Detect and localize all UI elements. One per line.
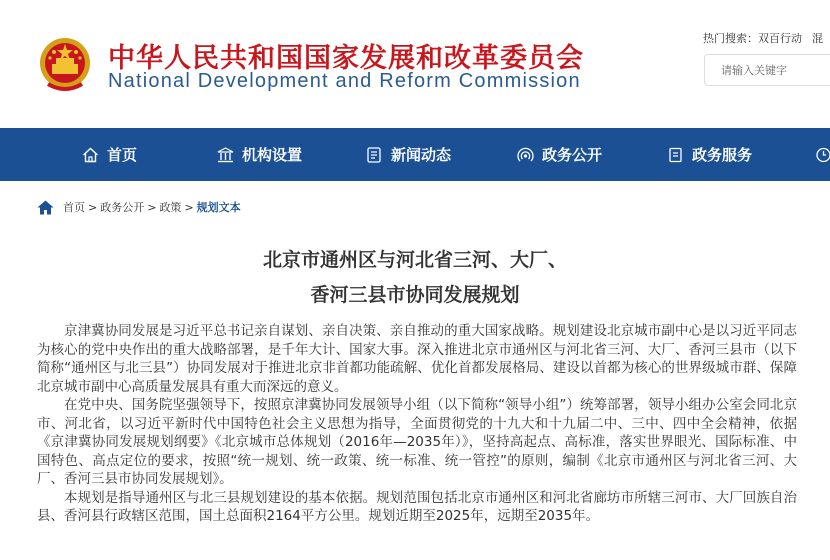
home-icon[interactable] <box>37 200 54 215</box>
search-box <box>704 54 830 86</box>
national-emblem-icon[interactable] <box>38 36 92 94</box>
article-paragraph: 本规划是指导通州区与北三县规划建设的基本依据。规划范围包括北京市通州区和河北省廊坊市所辖三河市、大厂回族自治县、香河县行政辖区范围，国土总面积2164平方公里。规划近期至2025年，远期至2035年。 <box>37 489 797 524</box>
breadcrumb-separator: > <box>88 200 98 214</box>
building-icon <box>217 147 234 163</box>
news-icon <box>366 147 383 163</box>
hot-search <box>703 30 823 46</box>
nav-item-organization[interactable] <box>217 128 302 181</box>
article-body <box>37 322 797 526</box>
site-title-cn[interactable]: 中华人民共和国国家发展和改革委员会 <box>108 43 584 74</box>
nav-item-label: 首页 <box>107 146 138 164</box>
search-input[interactable] <box>705 55 830 85</box>
broadcast-icon <box>517 147 534 163</box>
document-icon <box>667 147 684 163</box>
hot-search-item[interactable]: 混 <box>812 32 823 45</box>
breadcrumb-policy[interactable]: 政策 <box>159 201 182 214</box>
nav-item-label: 机构设置 <box>242 146 303 164</box>
main-nav <box>0 128 830 181</box>
article-paragraph: 京津冀协同发展是习近平总书记亲自谋划、亲自决策、亲自推动的重大国家战略。规划建设北京城市副中心是以习近平同志为核心的党中央作出的重大战略部署，是千年大计、国家大事。深入推进北京市通州区与河北省三河、大厂、香河三县市（以下简称“通州区与北三县”）协同发展对于推进北京非首都功能疏解、优化首都发展格局、建设以首都为核心的世界级城市群、保障北京城市副中心高质量发展具有重大而深远的意义。 <box>37 323 797 395</box>
article-title-line1: 北京市通州区与河北省三河、大厂、 <box>262 249 567 271</box>
nav-item-home[interactable] <box>82 128 137 181</box>
breadcrumb-current[interactable]: 规划文本 <box>196 201 241 214</box>
article-paragraph: 在党中央、国务院坚强领导下，按照京津冀协同发展领导小组（以下简称“领导小组”）统筹部署，领导小组办公室会同北京市、河北省，以习近平新时代中国特色社会主义思想为指导，全面贯彻党的十九大和十九届二中、三中、四中全会精神，依据《京津冀协同发展规划纲要》《北京城市总体规划（2016年—2035年）》，坚持高起点、高标准，落实世界眼光、国际标准、中国特色、高点定位的要求，按照“统一规划、统一政策、统一标准、统一管控”的原则，编制《北京市通州区与河北省三河、大厂、香河三县市协同发展规划》。 <box>37 397 797 487</box>
site-header <box>0 0 830 128</box>
hot-search-item[interactable]: 双百行动 <box>758 32 802 45</box>
nav-item-label: 新闻动态 <box>391 146 452 164</box>
breadcrumb-home[interactable]: 首页 <box>63 201 85 214</box>
nav-item-news[interactable] <box>366 128 451 181</box>
breadcrumb-separator: > <box>184 200 194 214</box>
article-title-line2: 香河三县市协同发展规划 <box>310 284 520 306</box>
nav-item-label: 政务公开 <box>542 146 603 164</box>
breadcrumb <box>37 199 241 215</box>
home-icon <box>82 147 99 163</box>
hot-search-label: 热门搜索： <box>703 32 758 45</box>
site-title-en[interactable]: National Development and Reform Commission <box>108 70 581 92</box>
nav-item-services[interactable] <box>667 128 752 181</box>
nav-item-government-affairs[interactable] <box>517 128 602 181</box>
clock-icon <box>815 147 830 163</box>
nav-item-label: 政务服务 <box>692 146 753 164</box>
nav-item-more[interactable] <box>815 128 830 181</box>
breadcrumb-government-affairs[interactable]: 政务公开 <box>100 201 145 214</box>
breadcrumb-separator: > <box>147 200 157 214</box>
